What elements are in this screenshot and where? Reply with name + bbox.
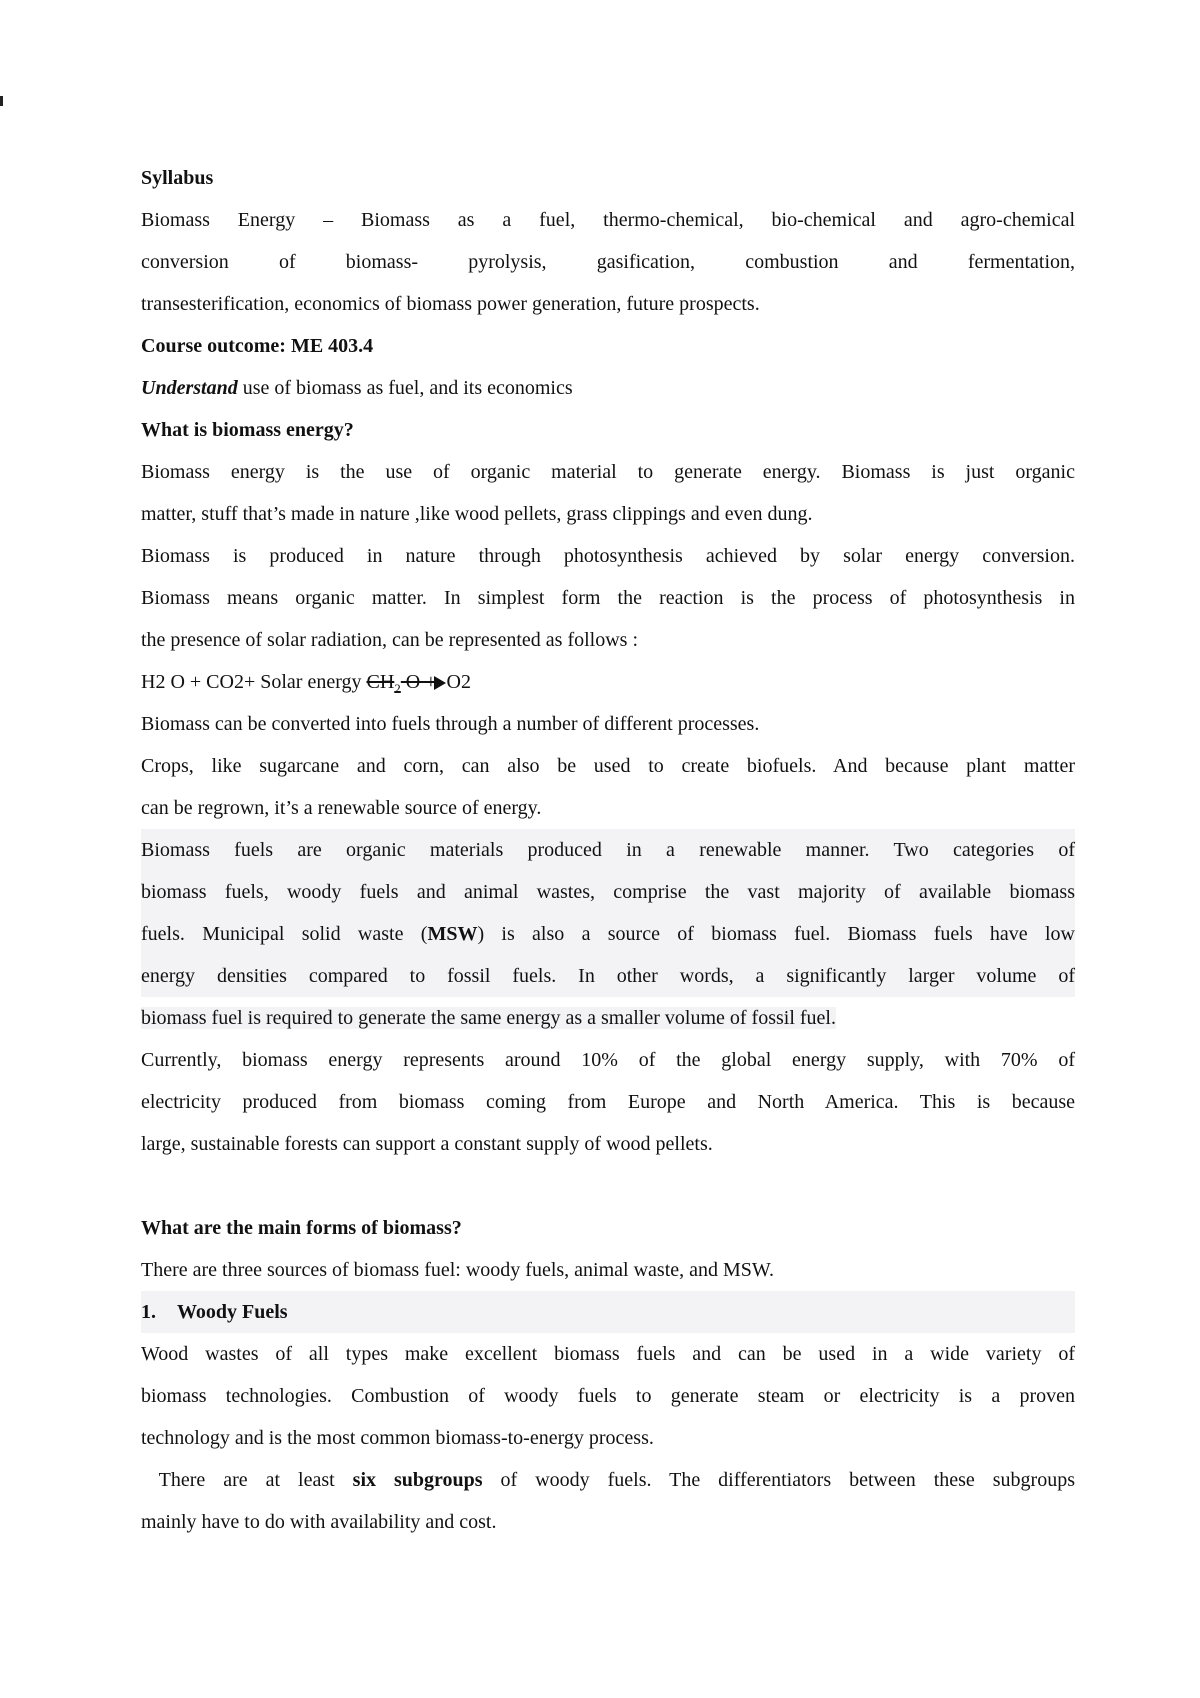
list-item-woody-fuels (141, 1291, 1075, 1333)
photosynthesis-equation (141, 661, 1075, 703)
arrow-icon (434, 676, 446, 690)
corner-mark (0, 96, 3, 106)
paragraph-line: Biomass can be converted into fuels through a number of different processes. (141, 713, 760, 735)
paragraph-line: the presence of solar radiation, can be represented as follows : (141, 629, 639, 651)
paragraph-line: Biomass is produced in nature through photosynthesis achieved by solar energy conversion. (141, 545, 1075, 567)
paragraph-line: matter, stuff that’s made in nature ,like wood pellets, grass clippings and even dung. (141, 503, 813, 525)
paragraph-line: Crops, like sugarcane and corn, can also be used to create biofuels. And because plant matter (141, 755, 1075, 777)
outcome-rest: use of biomass as fuel, and its economics (237, 377, 573, 399)
paragraph-line: mainly have to do with availability and cost. (141, 1511, 497, 1533)
course-outcome-text (141, 367, 1075, 409)
list-number: 1. (141, 1301, 156, 1323)
paragraph-line: biomass technologies. Combustion of woody fuels to generate steam or electricity is a proven (141, 1385, 1075, 1407)
highlighted-line-last (141, 997, 1075, 1039)
what-is-heading: What is biomass energy? (141, 419, 354, 441)
msw-abbrev: MSW (427, 923, 478, 945)
syllabus-heading: Syllabus (141, 167, 214, 189)
paragraph-line: can be regrown, it’s a renewable source of energy. (141, 797, 542, 819)
equation-product-struck (366, 671, 442, 696)
list-item-title: Woody Fuels (177, 1301, 288, 1323)
paragraph-line: Biomass energy is the use of organic material to generate energy. Biomass is just organic (141, 461, 1075, 483)
highlighted-line (141, 913, 1075, 955)
syllabus-line: transesterification, economics of biomass power generation, future prospects. (141, 293, 760, 315)
paragraph-line: large, sustainable forests can support a constant supply of wood pellets. (141, 1133, 713, 1155)
subgroups-post: of woody fuels. The differentiators between these subgroups (482, 1469, 1075, 1491)
equation-subscript: 2 (394, 681, 401, 696)
subgroups-bold: six subgroups (352, 1469, 483, 1491)
msw-post: ) is also a source of biomass fuel. Biomass fuels have low (477, 923, 1075, 945)
highlighted-line: biomass fuels, woody fuels and animal wastes, comprise the vast majority of available biomass (141, 871, 1075, 913)
paragraph-line: electricity produced from biomass coming from Europe and North America. This is because (141, 1091, 1075, 1113)
forms-intro: There are three sources of biomass fuel: woody fuels, animal waste, and MSW. (141, 1259, 774, 1281)
paragraph-line: Biomass means organic matter. In simplest form the reaction is the process of photosynthesis in (141, 587, 1075, 609)
blank-line (141, 1165, 1075, 1207)
paragraph-line: Wood wastes of all types make excellent biomass fuels and can be used in a wide variety of (141, 1343, 1075, 1365)
document-page (141, 157, 1075, 1543)
equation-ch: CH (366, 671, 395, 693)
paragraph-line: Currently, biomass energy represents around 10% of the global energy supply, with 70% of (141, 1049, 1075, 1071)
subgroups-pre: There are at least (141, 1469, 353, 1491)
equation-oxygen: O2 (446, 671, 471, 693)
syllabus-line: Biomass Energy – Biomass as a fuel, thermo-chemical, bio-chemical and agro-chemical (141, 209, 1075, 231)
highlighted-line: Biomass fuels are organic materials produced in a renewable manner. Two categories of (141, 829, 1075, 871)
paragraph-line: technology and is the most common biomass-to-energy process. (141, 1427, 654, 1449)
course-outcome-heading: Course outcome: ME 403.4 (141, 335, 374, 357)
highlighted-text: biomass fuel is required to generate the same energy as a smaller volume of fossil fuel. (141, 1007, 836, 1029)
syllabus-line: conversion of biomass- pyrolysis, gasification, combustion and fermentation, (141, 251, 1075, 273)
msw-pre: fuels. Municipal solid waste ( (141, 923, 428, 945)
equation-o-plus: O + (400, 671, 442, 693)
equation-reactants: H2 O + CO2+ Solar energy (141, 671, 367, 693)
paragraph-line (141, 1459, 1075, 1501)
forms-heading: What are the main forms of biomass? (141, 1217, 462, 1239)
highlighted-line: energy densities compared to fossil fuels. In other words, a significantly larger volume of (141, 955, 1075, 997)
outcome-emphasis: Understand (141, 377, 238, 399)
